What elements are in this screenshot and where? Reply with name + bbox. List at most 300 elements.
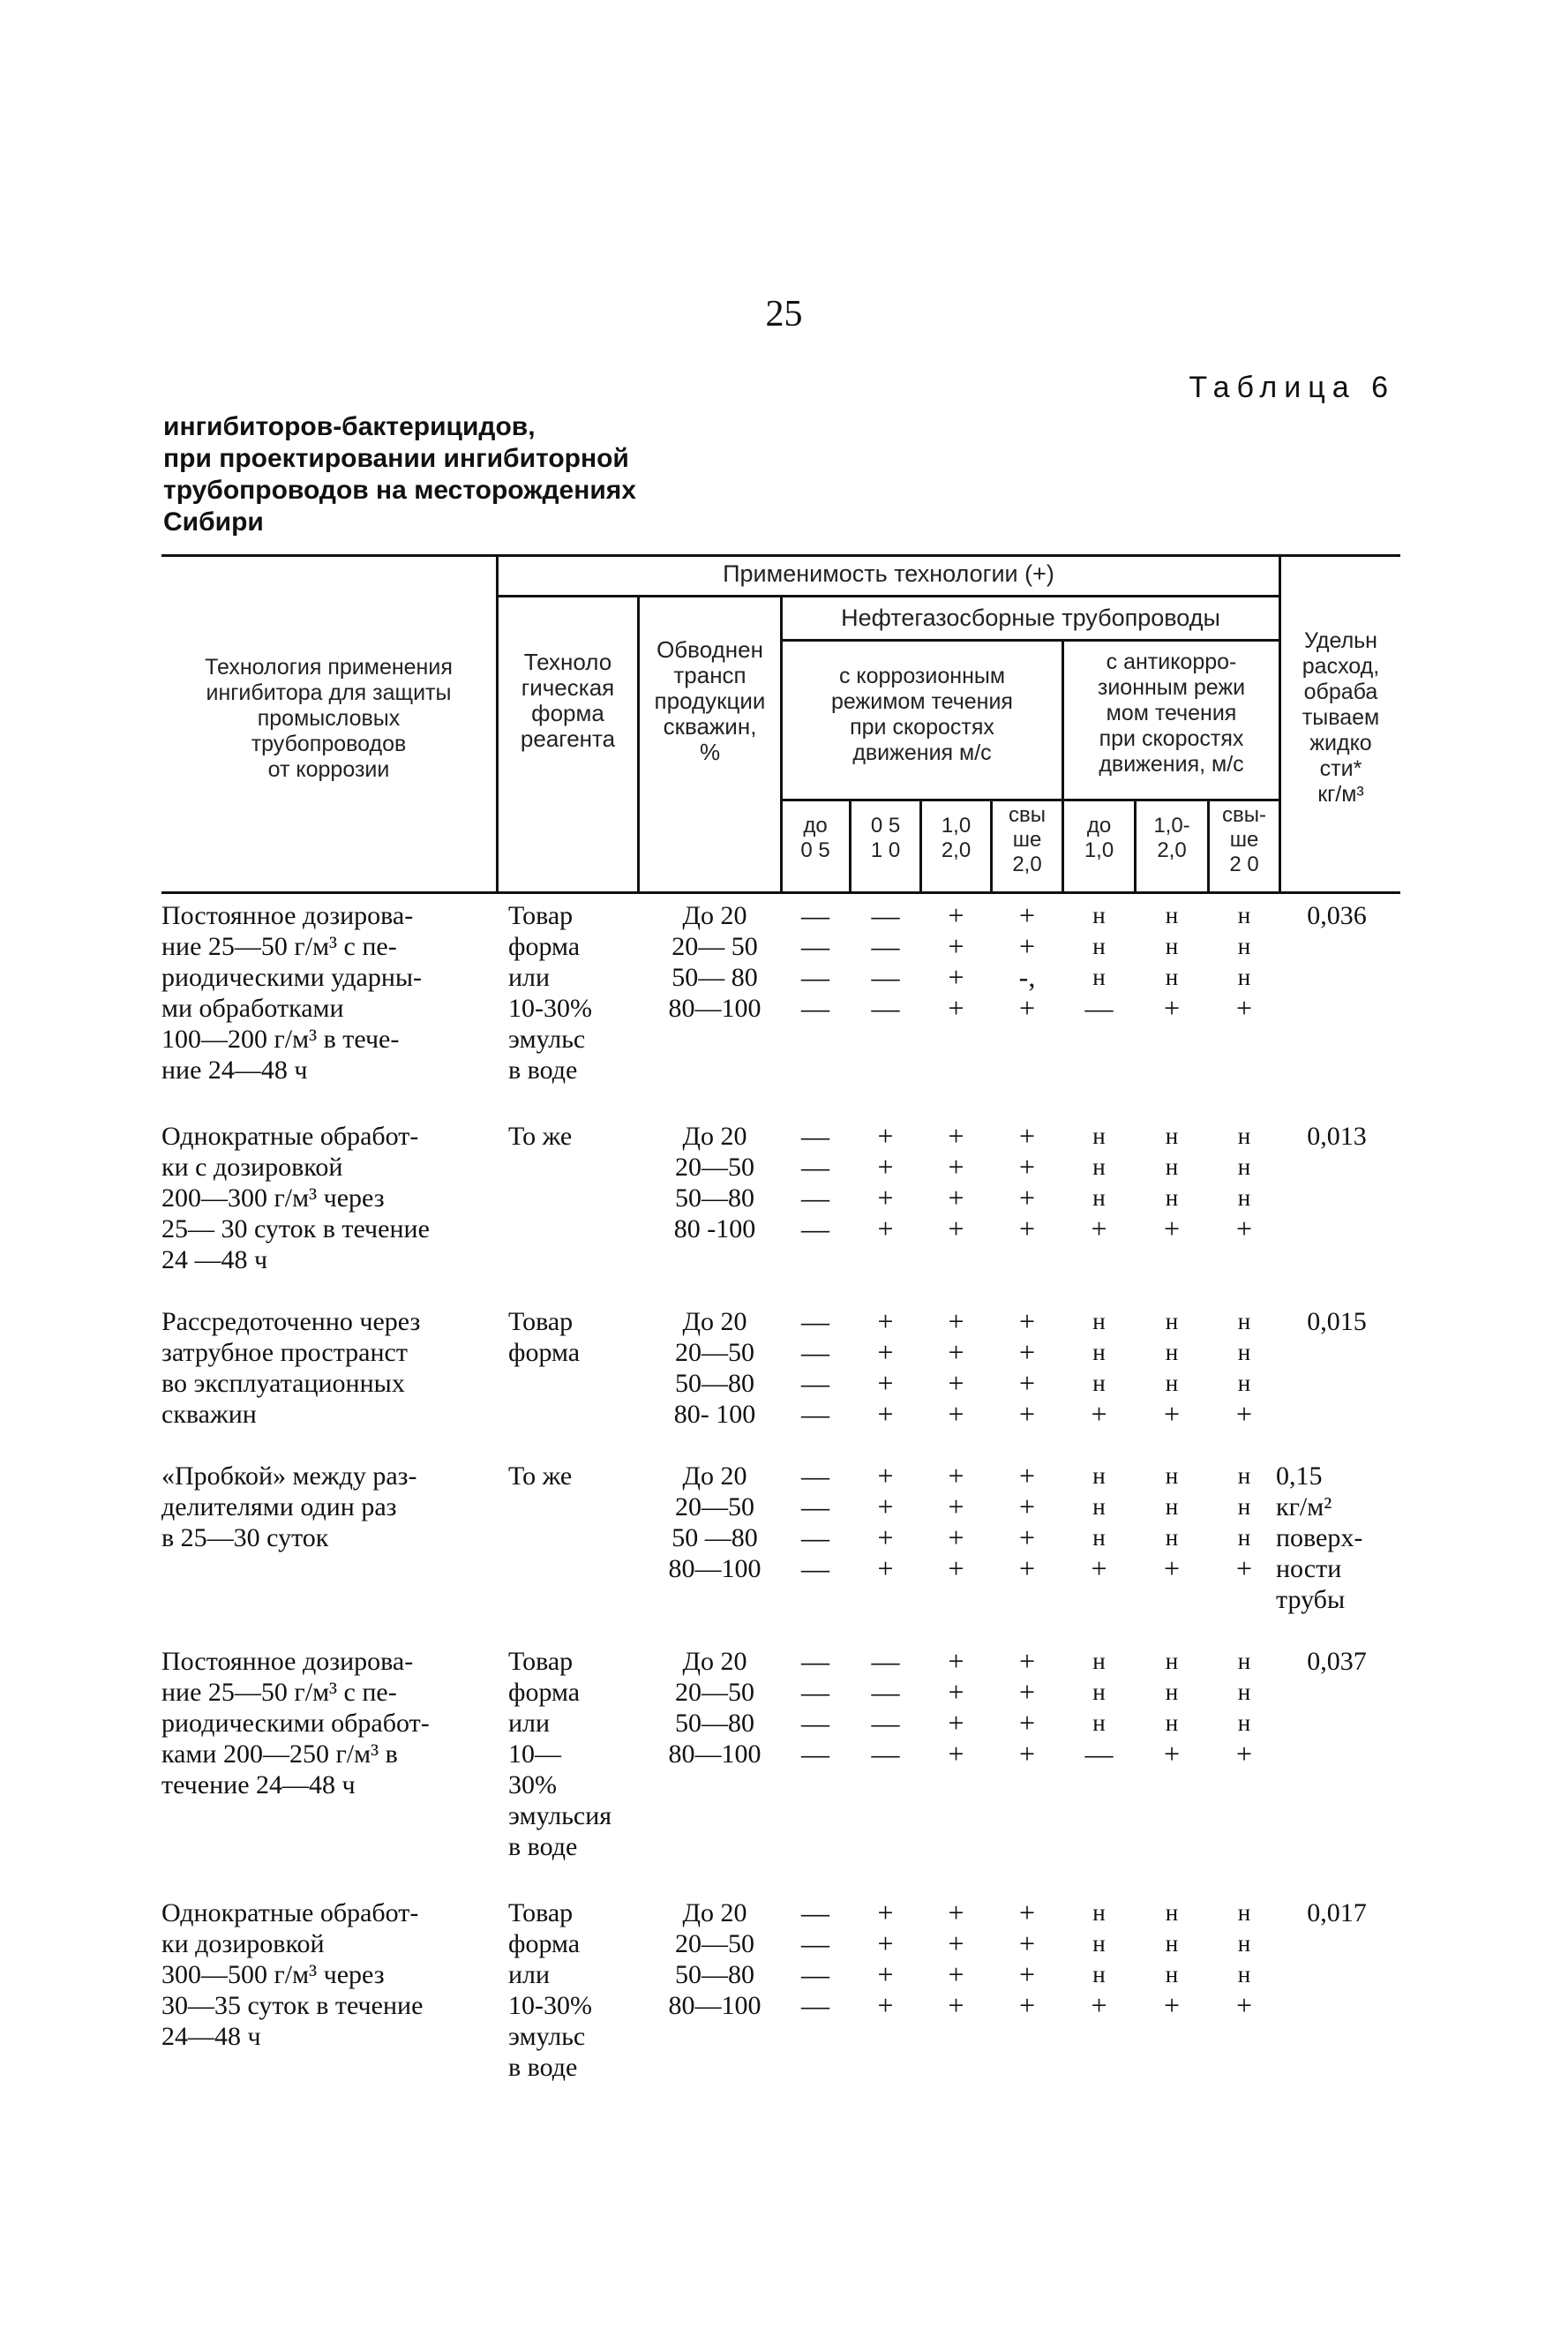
- row-water-cut-line: 50 —80: [671, 1523, 758, 1552]
- applicability-mark: н: [1165, 1153, 1179, 1180]
- speed-col-header: [1064, 814, 1134, 863]
- applicability-mark: н: [1237, 1961, 1251, 1987]
- row-form: [508, 900, 641, 1086]
- speed-col-line: 0 5: [800, 838, 830, 862]
- applicability-mark: —: [801, 1738, 829, 1769]
- row-technology-line: 300—500 г/м³ через: [161, 1960, 385, 1989]
- row-water-cut-line: 80- 100: [673, 1400, 756, 1429]
- applicability-mark: +: [877, 1958, 894, 1990]
- applicability-mark: н: [1237, 1153, 1251, 1180]
- row-form-line: То же: [508, 1461, 573, 1491]
- header-line: движения, м/с: [1099, 752, 1244, 777]
- row-form-line: или: [508, 1960, 551, 1989]
- applicability-mark: +: [1018, 1367, 1036, 1399]
- applicability-mark-column: [1074, 1897, 1125, 2021]
- speed-col-line: 2,0: [941, 838, 972, 862]
- header-line: трансп: [673, 662, 746, 688]
- row-water-cut: [649, 1121, 781, 1244]
- speed-col-header: [1137, 814, 1207, 863]
- applicability-mark: н: [1237, 933, 1251, 959]
- header-line: с коррозионным: [838, 664, 1006, 688]
- speed-col-line: 2,0: [1012, 853, 1042, 876]
- applicability-mark: н: [1092, 1524, 1106, 1551]
- header-line: кг/м³: [1317, 782, 1364, 807]
- applicability-mark-column: [790, 1306, 841, 1430]
- applicability-mark-column: [1219, 1121, 1270, 1244]
- applicability-mark: н: [1165, 1709, 1179, 1736]
- row-rate-line: 0,15: [1276, 1461, 1323, 1491]
- row-technology-line: 100—200 г/м³ в тече-: [161, 1025, 400, 1054]
- applicability-mark-column: [1146, 1646, 1197, 1769]
- applicability-mark: —: [871, 1645, 900, 1677]
- row-water-cut-line: 80—100: [668, 1554, 761, 1583]
- applicability-mark: н: [1165, 1524, 1179, 1551]
- applicability-mark: н: [1165, 1648, 1179, 1674]
- applicability-mark: +: [1018, 899, 1036, 931]
- row-technology-line: ние 25—50 г/м³ с пе-: [161, 1678, 397, 1707]
- applicability-mark: н: [1165, 933, 1179, 959]
- applicability-mark: —: [801, 1897, 829, 1928]
- row-form-line: 10-30%: [508, 994, 592, 1023]
- applicability-mark: —: [801, 1958, 829, 1990]
- row-water-cut-line: 50—80: [675, 1709, 754, 1738]
- row-water-cut-line: 20— 50: [671, 932, 758, 961]
- speed-col-header: [993, 803, 1062, 877]
- applicability-mark-column: [1002, 1121, 1053, 1244]
- applicability-mark: +: [1018, 1182, 1036, 1213]
- row-technology-line: Однократные обработ-: [161, 1898, 419, 1927]
- applicability-mark-column: [1074, 1646, 1125, 1769]
- header-line: продукции: [654, 687, 766, 714]
- applicability-mark: —: [871, 961, 900, 993]
- applicability-mark: +: [948, 1367, 964, 1399]
- applicability-mark: +: [948, 1707, 964, 1739]
- applicability-mark: н: [1165, 902, 1179, 928]
- applicability-mark: +: [877, 1927, 894, 1959]
- row-technology-line: 30—35 суток в течение: [161, 1991, 424, 2020]
- row-technology-line: ками 200—250 г/м³ в: [161, 1739, 398, 1769]
- applicability-mark-column: [931, 1306, 982, 1430]
- applicability-mark: н: [1092, 1370, 1106, 1396]
- row-form: [508, 1306, 641, 1368]
- row-water-cut: [649, 900, 781, 1024]
- applicability-mark: н: [1237, 1709, 1251, 1736]
- applicability-mark-column: [1002, 1897, 1053, 2021]
- header-line: промысловых: [257, 706, 401, 731]
- row-form: [508, 1897, 641, 2083]
- applicability-mark: +: [1163, 1552, 1181, 1584]
- applicability-mark-column: [1002, 1646, 1053, 1769]
- applicability-mark: +: [948, 961, 964, 993]
- applicability-mark: +: [1235, 1552, 1253, 1584]
- row-rate: [1271, 1121, 1403, 1152]
- header-anticorrosion-regime: [1064, 650, 1279, 778]
- applicability-mark: +: [948, 1491, 964, 1522]
- row-water-cut-line: 50—80: [675, 1369, 754, 1398]
- row-rate-line: 0,015: [1307, 1307, 1367, 1336]
- applicability-mark: +: [1018, 930, 1036, 962]
- applicability-mark: +: [948, 1398, 964, 1430]
- header-line: зионным режи: [1097, 675, 1246, 700]
- row-water-cut: [649, 1897, 781, 2021]
- row-form-line: в воде: [508, 2053, 578, 2082]
- header-line: Технология применения: [205, 655, 453, 680]
- row-form-line: Товар: [508, 1307, 574, 1336]
- row-water-cut-line: До 20: [682, 901, 747, 930]
- row-water-cut-line: 80—100: [668, 1991, 761, 2020]
- row-rate: [1271, 1897, 1403, 1928]
- applicability-mark: н: [1237, 1679, 1251, 1705]
- applicability-mark: +: [1018, 1305, 1036, 1337]
- applicability-mark: —: [1084, 992, 1114, 1024]
- row-form-line: эмульс: [508, 2022, 586, 2051]
- row-technology-line: Постоянное дозирова-: [161, 901, 414, 930]
- header-line: обраба: [1303, 680, 1378, 704]
- applicability-mark-column: [1074, 1121, 1125, 1244]
- row-water-cut-line: 20—50: [675, 1929, 754, 1958]
- row-form-line: Товар: [508, 1647, 574, 1676]
- applicability-mark: н: [1092, 1308, 1106, 1334]
- row-form-line: эмульс: [508, 1025, 586, 1054]
- applicability-mark: +: [877, 1491, 894, 1522]
- applicability-mark: н: [1237, 1493, 1251, 1520]
- applicability-mark: н: [1165, 1899, 1179, 1926]
- speed-col-header: [922, 814, 990, 863]
- applicability-mark: +: [877, 1367, 894, 1399]
- row-technology-line: скважин: [161, 1400, 257, 1429]
- applicability-mark: —: [801, 1491, 829, 1522]
- applicability-mark: н: [1165, 1679, 1179, 1705]
- applicability-mark: +: [877, 1897, 894, 1928]
- applicability-mark: +: [948, 1738, 964, 1769]
- applicability-mark: —: [801, 1120, 829, 1152]
- row-form-line: 30%: [508, 1770, 557, 1799]
- applicability-mark: +: [877, 1460, 894, 1491]
- row-technology-line: ми обработками: [161, 994, 344, 1023]
- header-rule-pipelines: [781, 639, 1281, 642]
- applicability-mark: +: [948, 930, 964, 962]
- row-water-cut-line: 50—80: [675, 1960, 754, 1989]
- table-label: Таблица 6: [1189, 371, 1395, 404]
- applicability-mark-column: [931, 1461, 982, 1584]
- row-rate-line: 0,013: [1307, 1122, 1367, 1151]
- applicability-mark: н: [1092, 1184, 1106, 1211]
- applicability-mark: +: [1018, 1460, 1036, 1491]
- applicability-mark-column: [790, 1461, 841, 1584]
- row-technology-line: Однократные обработ-: [161, 1122, 419, 1151]
- row-form-line: форма: [508, 1678, 581, 1707]
- applicability-mark: +: [1091, 1989, 1107, 2021]
- applicability-mark: н: [1237, 1184, 1251, 1211]
- speed-col-line: 0 5: [870, 814, 901, 838]
- row-technology: [161, 1121, 497, 1275]
- row-water-cut-line: 20—50: [675, 1678, 754, 1707]
- header-technology: [163, 655, 494, 783]
- applicability-mark: —: [871, 1707, 900, 1739]
- applicability-mark: +: [1018, 992, 1036, 1024]
- applicability-mark-column: [1002, 1461, 1053, 1584]
- row-form-line: форма: [508, 1929, 581, 1958]
- row-technology-line: риодическими обработ-: [161, 1709, 430, 1738]
- applicability-mark: +: [1163, 992, 1181, 1024]
- applicability-mark: —: [801, 961, 829, 993]
- row-form-line: эмульсия: [508, 1801, 612, 1830]
- header-line: тываем: [1302, 705, 1380, 730]
- applicability-mark-column: [1146, 1897, 1197, 2021]
- header-water: [640, 637, 780, 765]
- row-rate-line: поверх-: [1276, 1523, 1363, 1552]
- applicability-mark: н: [1092, 1899, 1106, 1926]
- applicability-mark: н: [1165, 1961, 1179, 1987]
- applicability-mark: н: [1237, 1339, 1251, 1365]
- applicability-mark: —: [801, 1676, 829, 1708]
- applicability-mark: н: [1237, 1930, 1251, 1957]
- row-rate: [1271, 900, 1403, 931]
- applicability-mark: н: [1092, 902, 1106, 928]
- applicability-mark: +: [1018, 1897, 1036, 1928]
- applicability-mark: н: [1092, 933, 1106, 959]
- caption-line: ингибиторов-бактерицидов,: [163, 412, 536, 441]
- applicability-mark: н: [1092, 964, 1106, 990]
- applicability-mark: н: [1165, 1462, 1179, 1489]
- header-line: расход,: [1302, 654, 1380, 679]
- row-technology-line: 25— 30 суток в течение: [161, 1214, 430, 1243]
- row-form-line: форма: [508, 1338, 581, 1367]
- header-line: ингибитора для защиты: [206, 680, 452, 705]
- caption-line: при проектировании ингибиторной: [163, 444, 629, 473]
- applicability-mark-column: [790, 1646, 841, 1769]
- applicability-mark: +: [948, 1897, 964, 1928]
- speed-col-line: свы-: [1222, 803, 1266, 827]
- applicability-mark-column: [860, 1121, 912, 1244]
- applicability-mark: —: [801, 1989, 829, 2021]
- row-rate-line: 0,037: [1307, 1647, 1367, 1676]
- row-form-line: 10—: [508, 1739, 561, 1769]
- applicability-mark: н: [1092, 1709, 1106, 1736]
- applicability-mark-column: [1219, 1306, 1270, 1430]
- applicability-mark: +: [1235, 1989, 1253, 2021]
- applicability-mark: +: [948, 1182, 964, 1213]
- applicability-mark: +: [1091, 1213, 1107, 1244]
- applicability-mark: —: [871, 992, 900, 1024]
- applicability-mark: н: [1237, 1899, 1251, 1926]
- applicability-mark: +: [1018, 1676, 1036, 1708]
- row-rate-line: трубы: [1276, 1585, 1346, 1614]
- applicability-mark: н: [1092, 1123, 1106, 1149]
- applicability-mark-column: [931, 900, 982, 1024]
- applicability-mark: +: [1091, 1398, 1107, 1430]
- row-technology-line: Рассредоточенно через: [161, 1307, 421, 1336]
- applicability-mark-column: [1219, 1461, 1270, 1584]
- row-form-line: То же: [508, 1122, 573, 1151]
- applicability-mark: +: [1018, 1958, 1036, 1990]
- applicability-mark: —: [801, 1521, 829, 1553]
- row-water-cut-line: 20—50: [675, 1492, 754, 1521]
- applicability-mark: +: [877, 1521, 894, 1553]
- applicability-mark: +: [877, 1336, 894, 1368]
- applicability-mark: +: [1235, 1398, 1253, 1430]
- row-form-line: в воде: [508, 1056, 578, 1085]
- row-form: [508, 1461, 641, 1491]
- applicability-mark: н: [1237, 902, 1251, 928]
- applicability-mark: +: [948, 1305, 964, 1337]
- row-technology-line: ки дозировкой: [161, 1929, 325, 1958]
- row-water-cut: [649, 1461, 781, 1584]
- header-line: трубопроводов: [251, 732, 407, 756]
- row-rate-line: ности: [1276, 1554, 1342, 1583]
- applicability-mark-column: [790, 1897, 841, 2021]
- applicability-mark: н: [1165, 1339, 1179, 1365]
- row-technology-line: ние 25—50 г/м³ с пе-: [161, 932, 397, 961]
- applicability-mark: +: [948, 1460, 964, 1491]
- applicability-mark: +: [877, 1213, 894, 1244]
- applicability-mark: —: [801, 1398, 829, 1430]
- applicability-mark: —: [801, 1460, 829, 1491]
- applicability-mark: —: [801, 992, 829, 1024]
- header-line: %: [699, 739, 721, 765]
- header-line: движения м/с: [852, 740, 992, 765]
- speed-col-line: ше: [1012, 828, 1042, 852]
- row-form-line: 10-30%: [508, 1991, 592, 2020]
- applicability-mark: +: [1018, 1120, 1036, 1152]
- applicability-mark: н: [1092, 1339, 1106, 1365]
- applicability-mark: +: [877, 1398, 894, 1430]
- applicability-mark: +: [877, 1120, 894, 1152]
- applicability-mark: —: [801, 1213, 829, 1244]
- applicability-mark: +: [948, 1958, 964, 1990]
- applicability-mark: н: [1092, 1679, 1106, 1705]
- applicability-mark: +: [948, 1676, 964, 1708]
- applicability-mark: —: [801, 1707, 829, 1739]
- applicability-mark-column: [1219, 1897, 1270, 2021]
- applicability-mark: +: [1163, 1738, 1181, 1769]
- applicability-mark: —: [801, 1151, 829, 1183]
- row-water-cut-line: 80—100: [668, 994, 761, 1023]
- applicability-mark: н: [1237, 1370, 1251, 1396]
- row-form-line: Товар: [508, 1898, 574, 1927]
- speed-col-line: 1,0: [1084, 838, 1114, 862]
- row-rate-line: 0,017: [1307, 1898, 1367, 1927]
- header-line: сти*: [1319, 756, 1362, 781]
- speed-col-line: 1 0: [870, 838, 901, 862]
- row-technology-line: течение 24—48 ч: [161, 1770, 356, 1799]
- applicability-mark: н: [1237, 1308, 1251, 1334]
- applicability-mark-column: [1002, 1306, 1053, 1430]
- applicability-mark: +: [877, 1552, 894, 1584]
- row-technology-line: «Пробкой» между раз-: [161, 1461, 417, 1491]
- row-technology-line: Постоянное дозирова-: [161, 1647, 414, 1676]
- applicability-mark: +: [1235, 992, 1253, 1024]
- applicability-mark: +: [948, 1927, 964, 1959]
- applicability-mark-column: [790, 1121, 841, 1244]
- row-water-cut-line: До 20: [682, 1307, 747, 1336]
- row-technology-line: ки с дозировкой: [161, 1153, 343, 1182]
- row-technology: [161, 1897, 497, 2052]
- caption-line: Сибири: [163, 507, 264, 537]
- row-technology-line: 24—48 ч: [161, 2022, 261, 2051]
- header-line: форма: [531, 700, 604, 726]
- header-rule-speeds: [781, 799, 1281, 801]
- header-bottom-rule: [161, 891, 1400, 894]
- row-technology-line: ние 24—48 ч: [161, 1056, 308, 1085]
- applicability-mark: —: [801, 930, 829, 962]
- speed-col-line: до: [803, 814, 828, 838]
- applicability-mark-column: [1219, 1646, 1270, 1769]
- applicability-mark: +: [948, 1552, 964, 1584]
- header-line: Техноло: [523, 649, 612, 675]
- applicability-mark: —: [801, 1552, 829, 1584]
- applicability-mark: —: [1084, 1738, 1114, 1769]
- row-form: [508, 1121, 641, 1152]
- speed-col-line: 2,0: [1157, 838, 1187, 862]
- applicability-mark: +: [1018, 1738, 1036, 1769]
- header-line: при скоростях: [1099, 726, 1244, 751]
- applicability-mark-column: [1146, 900, 1197, 1024]
- applicability-mark: —: [871, 1738, 900, 1769]
- row-water-cut: [649, 1646, 781, 1769]
- row-rate: [1271, 1461, 1408, 1615]
- applicability-mark-column: [860, 900, 912, 1024]
- applicability-mark: +: [1018, 1927, 1036, 1959]
- row-form-line: форма: [508, 932, 581, 961]
- row-rate: [1271, 1306, 1403, 1337]
- applicability-mark-column: [931, 1897, 982, 2021]
- applicability-mark-column: [790, 900, 841, 1024]
- applicability-mark-column: [1074, 1306, 1125, 1430]
- row-technology-line: делителями один раз: [161, 1492, 397, 1521]
- applicability-mark: +: [1163, 1398, 1181, 1430]
- applicability-mark: +: [1018, 1398, 1036, 1430]
- applicability-mark-column: [860, 1897, 912, 2021]
- applicability-mark: —: [801, 1182, 829, 1213]
- row-technology: [161, 1646, 497, 1800]
- applicability-mark: +: [1235, 1738, 1253, 1769]
- row-water-cut-line: 80 -100: [673, 1214, 756, 1243]
- row-water-cut-line: 20—50: [675, 1338, 754, 1367]
- applicability-mark-column: [1002, 900, 1053, 1024]
- speed-col-line: ше: [1229, 828, 1259, 852]
- applicability-mark: +: [948, 1151, 964, 1183]
- header-line: реагента: [520, 725, 616, 752]
- applicability-mark: н: [1092, 1930, 1106, 1957]
- header-line: режимом течения: [831, 689, 1013, 714]
- applicability-mark: н: [1237, 1123, 1251, 1149]
- applicability-mark-column: [931, 1121, 982, 1244]
- applicability-mark: +: [948, 992, 964, 1024]
- row-technology-line: 24 —48 ч: [161, 1245, 268, 1274]
- applicability-mark-column: [1074, 1461, 1125, 1584]
- row-water-cut-line: 20—50: [675, 1153, 754, 1182]
- applicability-mark: +: [948, 1645, 964, 1677]
- applicability-mark: н: [1165, 1930, 1179, 1957]
- header-line: мом течения: [1106, 701, 1237, 725]
- header-top-rule: [161, 554, 1400, 557]
- row-form: [508, 1646, 641, 1862]
- applicability-mark: —: [871, 1676, 900, 1708]
- header-line: от коррозии: [267, 757, 390, 782]
- row-rate: [1271, 1646, 1403, 1677]
- applicability-mark: +: [948, 1336, 964, 1368]
- row-water-cut-line: 50— 80: [671, 963, 758, 992]
- header-rate: [1281, 628, 1400, 808]
- row-rate-line: 0,036: [1307, 901, 1367, 930]
- header-rule-applicability: [496, 595, 1281, 597]
- applicability-mark: -,: [1018, 961, 1036, 993]
- applicability-mark: +: [1091, 1552, 1107, 1584]
- applicability-mark: н: [1092, 1961, 1106, 1987]
- row-form-line: или: [508, 963, 551, 992]
- applicability-mark: —: [801, 1305, 829, 1337]
